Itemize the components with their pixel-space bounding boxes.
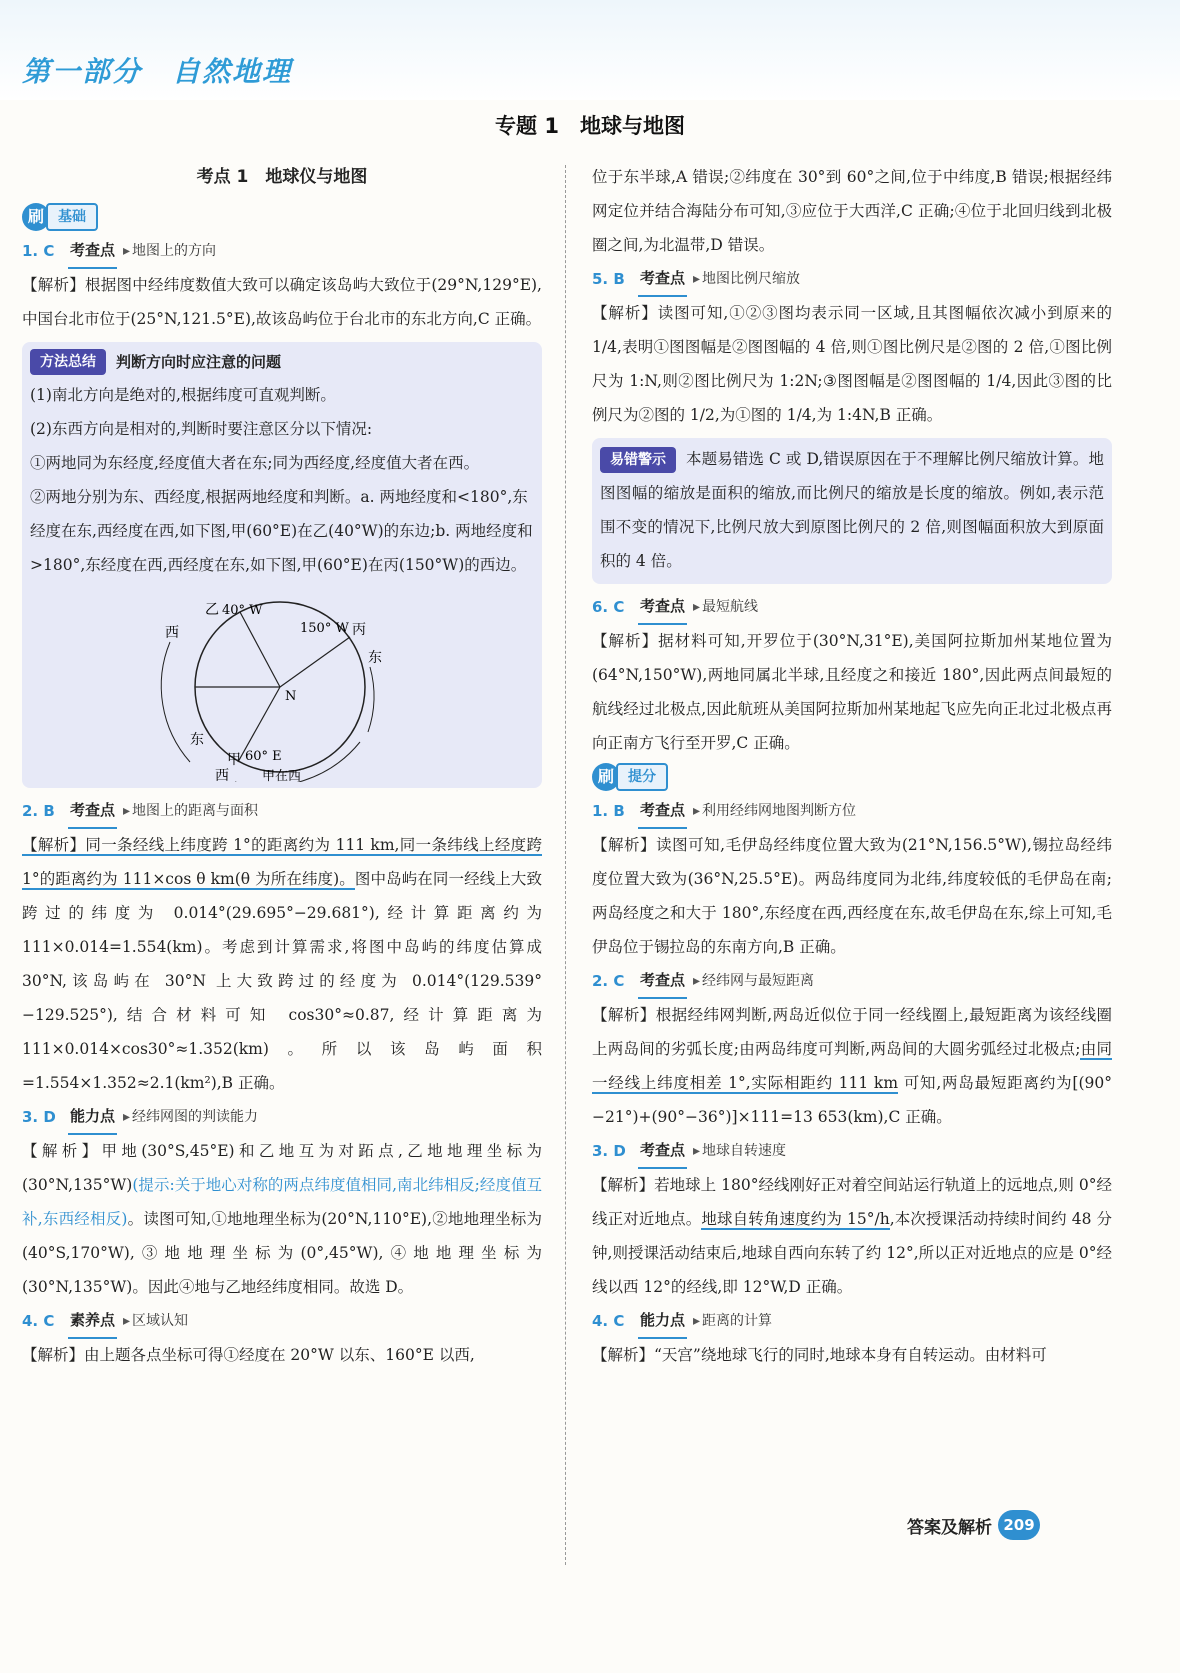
label-west-1: 西	[165, 625, 179, 641]
question-number: 2. C	[592, 972, 625, 990]
label-east-1: 东	[368, 650, 382, 666]
point-tag: 考查点	[68, 793, 117, 829]
method-line: ①两地同为东经度,经度值大者在东;同为西经度,经度值大者在西。	[30, 454, 480, 472]
point-text: ▸ 地球自转速度	[693, 1134, 786, 1168]
question-number: 5. B	[592, 270, 625, 288]
point-text: ▸ 地图上的方向	[123, 234, 216, 268]
method-tag: 方法总结	[30, 349, 106, 375]
explanation-body: 图中岛屿在同一经线上大致跨过的纬度为 0.014°(29.695°−29.681°),经计算距离约为 111×0.014=1.554(km)。考虑到计算需求,将图中岛屿的纬度估算成 30°N,该岛屿在 30°N 上大致跨过的经度为 0.014°(129.539°−129.525°),结合材料可知 cos30°≈0.87,经计算距离为 111×0.014×cos30°≈1.352(km)。所以该岛屿面积=1.554×1.352≈2.1(km²),B 正确。	[22, 870, 542, 1092]
explanation-continued: 位于东半球,A 错误;②纬度在 30°到 60°之间,位于中纬度,B 错误;根据经纬网定位并结合海陆分布可知,③应位于大西洋,C 正确;④位于北回归线到北极圈之间,为北温带,D 错误。	[592, 168, 1112, 254]
point-tag: 考查点	[638, 261, 687, 297]
label-west-2: 西	[215, 768, 229, 782]
explanation-body: 【解析】若地球上 180°经线刚好正对着空间站运行轨道上的远地点,则 0°经线正对近地点。	[592, 1176, 1112, 1228]
level-badge-advanced	[592, 763, 668, 791]
polar-view-svg	[30, 582, 530, 782]
label-arc-jia-west: 甲在西	[262, 769, 302, 782]
error-warning-box	[592, 438, 1112, 584]
question-number: 4. C	[22, 1312, 55, 1330]
part-title: 第一部分 自然地理	[22, 55, 293, 88]
point-text: ▸ 区域认知	[123, 1304, 188, 1338]
label-bing-lon: 150° W	[300, 621, 349, 636]
shua-icon: 刷	[592, 763, 620, 791]
explanation: 【解析】据材料可知,开罗位于(30°N,31°E),美国阿拉斯加州某地位置为(64°N,150°W),两地同属北半球,且经度之和接近 180°,因此两点间最短的航线经过北极点,因此航班从美国阿拉斯加州某地起飞应先向正北过北极点再向正南方飞行至开罗,C 正确。	[592, 632, 1112, 752]
explanation-body: ,本次授课活动持续时间约 48 分钟,则授课活动结束后,地球自西向东转了约 12°,所以正对近地点的应是 0°经线以西 12°的经线,即 12°W,D 正确。	[592, 1210, 1112, 1296]
topic-title: 专题 1 地球与地图	[495, 114, 685, 138]
explanation	[592, 998, 1112, 1134]
point-text: ▸ 最短航线	[693, 590, 758, 624]
footer-label: 答案及解析	[907, 1517, 992, 1538]
point-text: ▸ 地图比例尺缩放	[693, 262, 800, 296]
level-label: 基础	[46, 203, 98, 231]
method-summary-box	[22, 342, 542, 788]
point-tag: 考查点	[638, 1133, 687, 1169]
explanation-body: 。读图可知,①地地理坐标为(20°N,110°E),②地地理坐标为(40°S,170°W),③地地理坐标为(0°,45°W),④地地理坐标为(30°N,135°W)。因此④地与乙地经纬度相同。故选 D。	[22, 1210, 542, 1296]
label-jia-lon: 60° E	[245, 749, 282, 764]
column-divider	[565, 165, 566, 1565]
label-n: N	[285, 689, 297, 704]
explanation: 【解析】“天宫”绕地球飞行的同时,地球本身有自转运动。由材料可	[592, 1346, 1047, 1364]
answer-p1	[592, 794, 1112, 964]
page-number: 209	[998, 1510, 1040, 1540]
question-number: 3. D	[22, 1108, 56, 1126]
hint-text: (提示:关于地心对称的两点纬度值相同,南北纬相反;经度值互补,东西经相反)	[22, 1176, 542, 1228]
point-text: ▸ 距离的计算	[693, 1304, 772, 1338]
right-column	[592, 160, 1112, 1372]
explanation	[22, 1134, 542, 1304]
method-line: (2)东西方向是相对的,判断时要注意区分以下情况:	[30, 420, 373, 438]
method-title: 判断方向时应注意的问题	[116, 353, 282, 371]
section-title: 考点 1 地球仪与地图	[196, 167, 368, 187]
warning-text: 本题易错选 C 或 D,错误原因在于不理解比例尺缩放计算。地图图幅的缩放是面积的缩放,而比例尺的缩放是长度的缩放。例如,表示范围不变的情况下,比例尺放大到原图比例尺的 2 倍,则图幅面积放大到原面积的 4 倍。	[600, 450, 1104, 570]
answer-q2	[22, 794, 542, 1100]
answer-p2	[592, 964, 1112, 1134]
point-text: ▸ 利用经纬网地图判断方位	[693, 794, 856, 828]
method-line: ②两地分别为东、西经度,根据两地经度和判断。a. 两地经度和<180°,东经度在东,西经度在西,如下图,甲(60°E)在乙(40°W)的东边;b. 两地经度和>180°,东经度在西,西经度在东,如下图,甲(60°E)在丙(150°W)的西边。	[30, 488, 533, 574]
shua-icon: 刷	[22, 203, 50, 231]
explanation-body: 可知,两岛最短距离约为[(90°−21°)+(90°−36°)]×111=13 653(km),C 正确。	[592, 1074, 1112, 1126]
page-footer	[907, 1510, 1040, 1540]
explanation-body: 【解析】根据经纬网判断,两岛近似位于同一经线圈上,最短距离为该经线圈上两岛间的劣弧长度;由两岛纬度可判断,两岛间的大圆劣弧经过北极点;	[592, 1006, 1112, 1058]
level-label: 提分	[616, 763, 668, 791]
explanation	[22, 828, 542, 1100]
question-number: 1. C	[22, 242, 55, 260]
point-tag: 素养点	[68, 1303, 117, 1339]
explanation: 【解析】读图可知,①②③图均表示同一区域,且其图幅依次减小到原来的 1/4,表明①图图幅是②图图幅的 4 倍,则①图比例尺是②图的 2 倍,①图比例尺为 1:N,则②图比例尺为 1:2N;③图图幅是②图图幅的 1/4,因此③图的比例尺为②图的 1/2,为①图的 1/4,为 1:4N,B 正确。	[592, 304, 1112, 424]
label-yi: 乙	[205, 602, 219, 618]
question-number: 6. C	[592, 598, 625, 616]
point-tag: 考查点	[638, 963, 687, 999]
point-text: ▸ 经纬网图的判读能力	[123, 1100, 258, 1134]
point-tag: 考查点	[638, 589, 687, 625]
answer-q6	[592, 590, 1112, 760]
point-tag: 能力点	[638, 1303, 687, 1339]
point-tag: 能力点	[68, 1099, 117, 1135]
polar-diagram	[30, 582, 534, 782]
question-number: 4. C	[592, 1312, 625, 1330]
answer-q5	[592, 262, 1112, 432]
label-jia: 甲	[227, 752, 241, 768]
explanation-body: 【解析】甲地(30°S,45°E)和乙地互为对跖点,乙地地理坐标为(30°N,135°W)	[22, 1142, 542, 1194]
key-point-underline: 【解析】同一条经线上纬度跨 1°的距离约为 111 km,同一条纬线上经度跨 1°的距离约为 111×cos θ km(θ 为所在纬度)。	[22, 836, 542, 888]
left-column	[22, 160, 542, 1372]
answer-q3	[22, 1100, 542, 1304]
point-text: ▸ 地图上的距离与面积	[123, 794, 258, 828]
explanation: 【解析】读图可知,毛伊岛经纬度位置大致为(21°N,156.5°W),锡拉岛经纬度位置大致为(36°N,25.5°E)。两岛纬度同为北纬,纬度较低的毛伊岛在南;两岛经度之和大于 180°,东经度在西,西经度在东,故毛伊岛在东,综上可知,毛伊岛位于锡拉岛的东南方向,B 正确。	[592, 836, 1112, 956]
answer-q1	[22, 234, 542, 336]
method-line: (1)南北方向是绝对的,根据纬度可直观判断。	[30, 386, 336, 404]
point-tag: 考查点	[68, 233, 117, 269]
question-number: 3. D	[592, 1142, 626, 1160]
question-number: 2. B	[22, 802, 55, 820]
label-bing: 丙	[352, 622, 366, 638]
warning-tag: 易错警示	[600, 447, 676, 473]
explanation	[592, 1168, 1112, 1304]
key-point-underline: 地球自转角速度约为 15°/h	[701, 1210, 890, 1228]
answer-q4	[22, 1304, 542, 1372]
point-text: ▸ 经纬网与最短距离	[693, 964, 814, 998]
point-tag: 考查点	[638, 793, 687, 829]
explanation: 【解析】根据图中经纬度数值大致可以确定该岛屿大致位于(29°N,129°E),中国台北市位于(25°N,121.5°E),故该岛屿位于台北市的东北方向,C 正确。	[22, 276, 542, 328]
key-point-underline: 由同一经线上纬度相差 1°,实际相距约 111 km	[592, 1040, 1112, 1092]
label-east-2: 东	[190, 732, 204, 748]
answer-p3	[592, 1134, 1112, 1304]
level-badge-basic	[22, 203, 98, 231]
answer-p4	[592, 1304, 1112, 1372]
explanation: 【解析】由上题各点坐标可得①经度在 20°W 以东、160°E 以西,	[22, 1346, 475, 1364]
question-number: 1. B	[592, 802, 625, 820]
label-yi-lon: 40° W	[222, 603, 263, 618]
